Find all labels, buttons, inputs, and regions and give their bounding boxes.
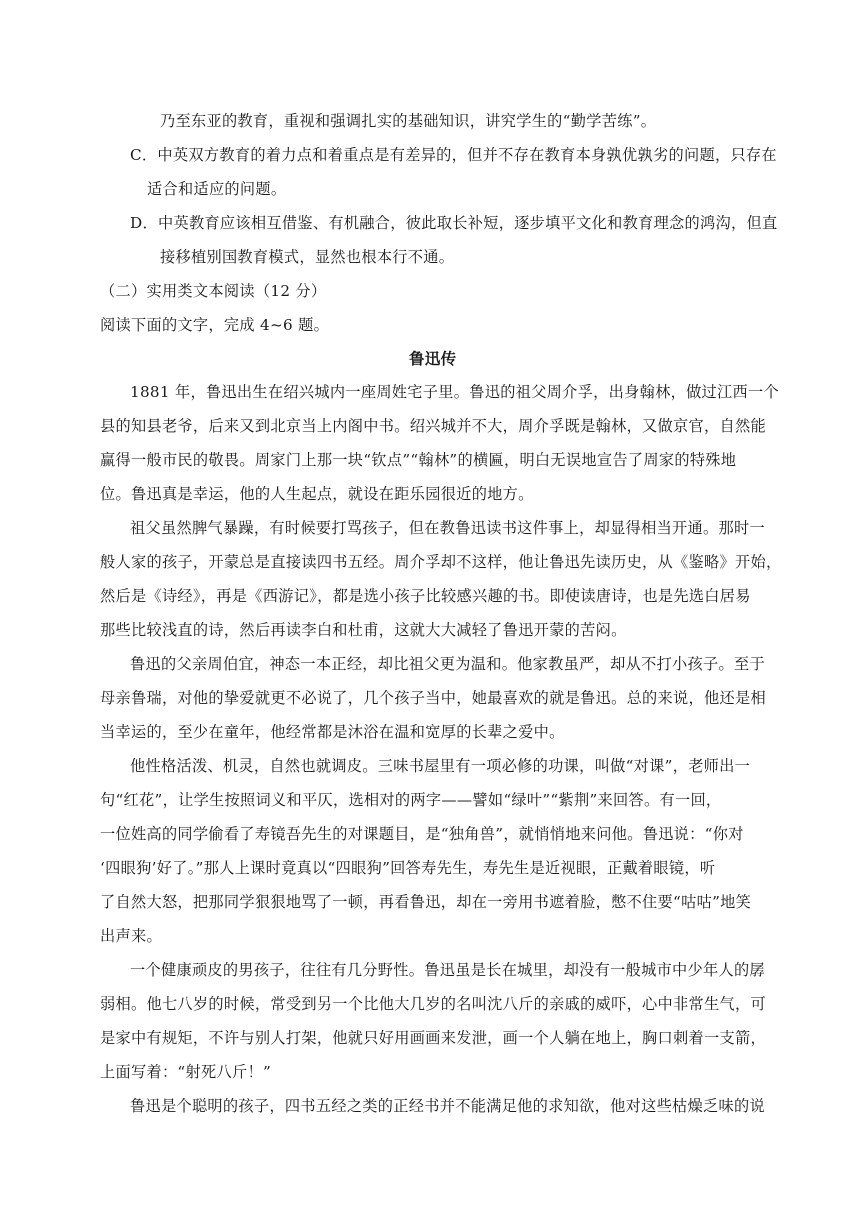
paragraph-line: 上面写着：“射死八斤！”: [100, 1063, 272, 1081]
option-d-line-1: D．中英教育应该相互借鉴、有机融合，彼此取长补短，逐步填平文化和教育理念的鸿沟，但直: [130, 214, 778, 232]
paragraph-line: 然后是《诗经》，再是《西游记》，都是选小孩子比较感兴趣的书。即使读唐诗，也是先选白居易: [100, 587, 751, 605]
paragraph-line: 当幸运的，至少在童年，他经常都是沐浴在温和宽厚的长辈之爱中。: [100, 723, 565, 741]
paragraph-line: 一位姓高的同学偷看了寿镜吾先生的对课题目，是“独角兽”，就悄悄地来问他。鲁迅说：“你对: [100, 825, 744, 843]
paragraph-line: 一个健康顽皮的男孩子，往往有几分野性。鲁迅虽是长在城里，却没有一般城市中少年人的孱: [130, 961, 765, 979]
paragraph-line: 他性格活泼、机灵，自然也就调皮。三味书屋里有一项必修的功课，叫做“对课”，老师出一: [130, 757, 751, 775]
option-c-line-2: 适合和适应的问题。: [147, 180, 287, 198]
paragraph-line: 出声来。: [100, 927, 162, 945]
paragraph-line: 鲁迅的父亲周伯宜，神态一本正经，却比祖父更为温和。他家教虽严，却从不打小孩子。至于: [130, 655, 765, 673]
section-heading: （二）实用类文本阅读（12 分）: [100, 282, 327, 300]
paragraph-line: 句“红花”，让学生按照词义和平仄，选相对的两字——譬如“绿叶”“紫荆”来回答。有一回，: [100, 791, 722, 809]
option-c-line-1: C．中英双方教育的着力点和着重点是有差异的，但并不存在教育本身孰优孰劣的问题，只存在: [130, 146, 777, 164]
paragraph-line: 位。鲁迅真是幸运，他的人生起点，就设在距乐园很近的地方。: [100, 485, 534, 503]
paragraph-line: 了自然大怒，把那同学狠狠地骂了一顿，再看鲁迅，却在一旁用书遮着脸，憋不住要“咕咕”地笑: [100, 893, 752, 911]
paragraph-line: 祖父虽然脾气暴躁，有时候要打骂孩子，但在教鲁迅读书这件事上，却显得相当开通。那时一: [130, 519, 765, 537]
article-title: 鲁迅传: [409, 350, 457, 368]
section-instruction: 阅读下面的文字，完成 4~6 题。: [100, 316, 330, 334]
option-b-continuation: 乃至东亚的教育，重视和强调扎实的基础知识，讲究学生的“勤学苦练”。: [160, 112, 657, 130]
paragraph-line: 1881 年，鲁迅出生在绍兴城内一座周姓宅子里。鲁迅的祖父周介孚，出身翰林，做过江西一个: [130, 383, 779, 401]
option-d-line-2: 接移植别国教育模式，显然也根本行不通。: [160, 248, 455, 266]
paragraph-line: ‘四眼狗’好了。”那人上课时竟真以“四眼狗”回答寿先生，寿先生是近视眼，正戴着眼镜，听: [100, 859, 716, 877]
paragraph-line: 鲁迅是个聪明的孩子，四书五经之类的正经书并不能满足他的求知欲，他对这些枯燥乏味的说: [130, 1097, 765, 1115]
paragraph-line: 那些比较浅直的诗，然后再读李白和杜甫，这就大大减轻了鲁迅开蒙的苦闷。: [100, 621, 627, 639]
paragraph-line: 是家中有规矩，不许与别人打架，他就只好用画画来发泄，画一个人躺在地上，胸口刺着一支箭，: [100, 1029, 766, 1047]
paragraph-line: 弱相。他七八岁的时候，常受到另一个比他大几岁的名叫沈八斤的亲戚的威吓，心中非常生气，可: [100, 995, 766, 1013]
paragraph-line: 般人家的孩子，开蒙总是直接读四书五经。周介孚却不这样，他让鲁迅先读历史，从《鉴略》开始，: [100, 553, 782, 571]
paragraph-line: 母亲鲁瑞，对他的挚爱就更不必说了，几个孩子当中，她最喜欢的就是鲁迅。总的来说，他还是相: [100, 689, 766, 707]
paragraph-line: 县的知县老爷，后来又到北京当上内阁中书。绍兴城并不大，周介孚既是翰林，又做京官，自然能: [100, 417, 766, 435]
paragraph-line: 赢得一般市民的敬畏。周家门上那一块“钦点”“翰林”的横匾，明白无误地宣告了周家的特殊地: [100, 451, 737, 469]
